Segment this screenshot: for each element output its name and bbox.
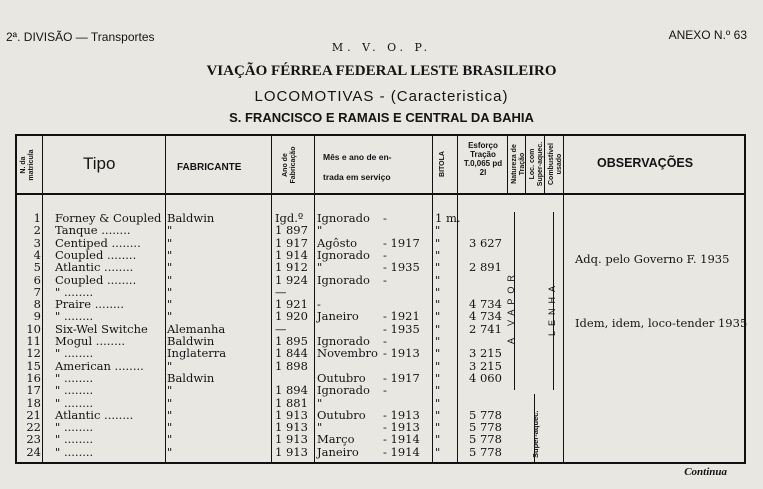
- table-row: [17, 224, 748, 236]
- cell-ano: 1 917: [275, 235, 308, 250]
- col-header-observacoes: OBSERVAÇÕES: [597, 156, 694, 170]
- col-header-natureza: Natureza de Tração: [511, 144, 526, 184]
- cell-yr: - 1917: [383, 235, 420, 250]
- cell-esf: 2 891: [469, 260, 502, 275]
- cell-fab: ": [167, 309, 173, 324]
- cell-n: 3: [33, 235, 41, 250]
- table-row: [17, 212, 748, 224]
- cell-bit: ": [435, 297, 441, 312]
- cell-n: 21: [26, 407, 41, 422]
- cell-n: 4: [33, 247, 41, 262]
- cell-yr: -: [383, 247, 387, 262]
- superaquec-label: Super-aquec.: [531, 410, 540, 458]
- cell-fab: ": [167, 284, 173, 299]
- cell-mes: Ignorado: [317, 247, 370, 262]
- cell-ano: 1 898: [275, 358, 308, 373]
- cell-n: 23: [26, 432, 41, 447]
- cell-ano: Igd.º: [275, 211, 304, 225]
- observation-row-5: Adq. pelo Governo F. 1935: [575, 252, 730, 266]
- cell-n: 18: [26, 395, 41, 410]
- cell-fab: ": [167, 407, 173, 422]
- continua-note: Continua: [684, 466, 727, 478]
- cell-fab: ": [167, 247, 173, 262]
- cell-yr: - 1921: [383, 309, 420, 324]
- cell-esf: 4 734: [469, 297, 502, 312]
- cell-fab: ": [167, 383, 173, 398]
- cell-tipo: Tanque ........: [55, 223, 131, 238]
- cell-fab: ": [167, 223, 173, 238]
- cell-n: 24: [26, 444, 41, 459]
- cell-n: 6: [33, 272, 41, 287]
- cell-n: 12: [26, 346, 41, 361]
- cell-mes: Novembro: [317, 346, 378, 361]
- cell-bit: ": [435, 321, 441, 336]
- cell-esf: 5 778: [469, 407, 502, 422]
- cell-esf: 5 778: [469, 420, 502, 435]
- cell-bit: ": [435, 284, 441, 299]
- cell-ano: 1 894: [275, 383, 308, 398]
- cell-n: 10: [26, 321, 41, 336]
- cell-ano: 1 912: [275, 260, 308, 275]
- cell-tipo: " ........: [55, 444, 94, 459]
- col-header-fabricante: FABRICANTE: [177, 162, 242, 173]
- cell-tipo: Coupled ........: [55, 247, 137, 262]
- cell-bit: ": [435, 334, 441, 348]
- cell-mes: ": [317, 420, 323, 435]
- cell-mes: Ignorado: [317, 211, 370, 225]
- cell-n: 15: [26, 358, 41, 373]
- cell-ano: —: [275, 321, 287, 336]
- table-row: [17, 335, 748, 347]
- page-subtitle: LOCOMOTIVAS - (Caracteristica): [254, 88, 509, 105]
- cell-ano: 1 921: [275, 297, 308, 312]
- cell-bit: 1 m.: [435, 211, 461, 225]
- cell-esf: 4 060: [469, 370, 502, 385]
- cell-ano: 1 913: [275, 420, 308, 435]
- table-row: [17, 286, 748, 298]
- cell-tipo: Forney & Coupled: [55, 211, 162, 225]
- col-header-esforco: Esforço Tração T.0,065 pd 2l: [463, 141, 503, 177]
- cell-bit: ": [435, 370, 441, 385]
- col-header-matricula: N. da matricula: [20, 149, 35, 181]
- header-rule: [17, 193, 744, 195]
- cell-mes: ": [317, 223, 323, 238]
- cell-tipo: Centiped ........: [55, 235, 141, 250]
- cell-n: 17: [26, 383, 41, 398]
- region-heading: S. FRANCISCO E RAMAIS E CENTRAL DA BAHIA: [229, 110, 534, 125]
- page-title: VIAÇÃO FÉRREA FEDERAL LESTE BRASILEIRO: [206, 63, 557, 79]
- locomotives-table: [15, 134, 746, 464]
- cell-mes: Ignorado: [317, 383, 370, 398]
- cell-mes: Janeiro: [317, 444, 359, 459]
- cell-tipo: " ........: [55, 346, 94, 361]
- col-header-loc-com: Loc. com Super-aquec.: [529, 141, 544, 187]
- cell-fab: Alemanha: [167, 321, 226, 336]
- cell-bit: ": [435, 272, 441, 287]
- cell-tipo: American ........: [55, 358, 144, 373]
- cell-bit: ": [435, 395, 441, 410]
- col-divider: [507, 136, 508, 193]
- table-row: [17, 446, 748, 458]
- cell-tipo: " ........: [55, 370, 94, 385]
- cell-bit: ": [435, 309, 441, 324]
- cell-tipo: " ........: [55, 309, 94, 324]
- table-row: [17, 298, 748, 310]
- cell-ano: —: [275, 284, 287, 299]
- cell-bit: ": [435, 247, 441, 262]
- cell-mes: ": [317, 395, 323, 410]
- cell-ano: 1 914: [275, 247, 308, 262]
- cell-bit: ": [435, 407, 441, 422]
- cell-bit: ": [435, 432, 441, 447]
- col-header-entrada-2: trada em serviço: [323, 172, 391, 182]
- cell-n: 2: [33, 223, 41, 238]
- table-row: [17, 384, 748, 396]
- cell-bit: ": [435, 383, 441, 398]
- cell-mes: Agôsto: [317, 235, 358, 250]
- cell-ano: 1 913: [275, 444, 308, 459]
- cell-mes: Ignorado: [317, 272, 370, 287]
- cell-esf: 2 741: [469, 321, 502, 336]
- cell-bit: ": [435, 235, 441, 250]
- cell-mes: ": [317, 260, 323, 275]
- cell-esf: 3 627: [469, 235, 502, 250]
- cell-mes: Janeiro: [317, 309, 359, 324]
- cell-fab: ": [167, 235, 173, 250]
- table-row: [17, 274, 748, 286]
- table-row: [17, 347, 748, 359]
- ministry-abbrev: M. V. O. P.: [331, 41, 432, 54]
- cell-fab: Inglaterra: [167, 346, 227, 361]
- cell-mes: Março: [317, 432, 355, 447]
- col-header-ano: Ano de Fabricação: [282, 146, 297, 184]
- cell-yr: - 1913: [383, 346, 420, 361]
- cell-yr: - 1917: [383, 370, 420, 385]
- cell-bit: ": [435, 420, 441, 435]
- cell-tipo: " ........: [55, 432, 94, 447]
- cell-bit: ": [435, 444, 441, 459]
- cell-esf: 5 778: [469, 432, 502, 447]
- division-label: 2ª. DIVISÃO — Transportes: [6, 30, 155, 44]
- col-header-combustivel: Combustível usado: [548, 143, 563, 186]
- cell-tipo: " ........: [55, 420, 94, 435]
- cell-bit: ": [435, 260, 441, 275]
- cell-esf: 3 215: [469, 358, 502, 373]
- cell-tipo: " ........: [55, 395, 94, 410]
- cell-ano: 1 920: [275, 309, 308, 324]
- cell-yr: - 1913: [383, 407, 420, 422]
- cell-esf: 4 734: [469, 309, 502, 324]
- cell-yr: - 1913: [383, 420, 420, 435]
- cell-ano: 1 844: [275, 346, 308, 361]
- cell-tipo: Mogul ........: [55, 334, 126, 348]
- cell-mes: Outubro: [317, 370, 366, 385]
- table-row: [17, 409, 748, 421]
- cell-fab: ": [167, 272, 173, 287]
- cell-mes: Outubro: [317, 407, 366, 422]
- cell-bit: ": [435, 358, 441, 373]
- cell-mes: Ignorado: [317, 334, 370, 348]
- cell-yr: -: [383, 383, 387, 398]
- cell-yr: -: [383, 272, 387, 287]
- table-row: [17, 372, 748, 384]
- cell-fab: ": [167, 420, 173, 435]
- table-row: [17, 397, 748, 409]
- cell-esf: 5 778: [469, 444, 502, 459]
- cell-ano: 1 913: [275, 407, 308, 422]
- cell-ano: 1 897: [275, 223, 308, 238]
- cell-ano: 1 913: [275, 432, 308, 447]
- cell-yr: - 1935: [383, 321, 420, 336]
- cell-tipo: Atlantic ........: [55, 260, 134, 275]
- table-row: [17, 360, 748, 372]
- cell-mes: -: [317, 297, 321, 312]
- col-header-entrada-1: Mês e ano de en-: [323, 152, 392, 162]
- cell-yr: - 1935: [383, 260, 420, 275]
- natureza-label: A VAPOR: [506, 270, 516, 344]
- cell-tipo: Coupled ........: [55, 272, 137, 287]
- cell-fab: ": [167, 358, 173, 373]
- cell-tipo: Praire ........: [55, 297, 124, 312]
- table-row: [17, 237, 748, 249]
- cell-n: 11: [26, 334, 41, 348]
- cell-n: 8: [33, 297, 41, 312]
- cell-yr: - 1914: [383, 444, 420, 459]
- cell-n: 9: [33, 309, 41, 324]
- cell-esf: 3 215: [469, 346, 502, 361]
- cell-bit: ": [435, 223, 441, 238]
- cell-tipo: " ........: [55, 284, 94, 299]
- observation-row-10: Idem, idem, loco-tender 1935: [575, 316, 748, 330]
- cell-yr: -: [383, 211, 387, 225]
- cell-n: 16: [26, 370, 41, 385]
- table-row: [17, 433, 748, 445]
- combustivel-label: LENHA: [547, 280, 557, 336]
- cell-n: 1: [33, 211, 41, 225]
- cell-fab: ": [167, 260, 173, 275]
- cell-n: 5: [33, 260, 41, 275]
- table-row: [17, 421, 748, 433]
- cell-ano: 1 881: [275, 395, 308, 410]
- cell-fab: Baldwin: [167, 370, 215, 385]
- cell-bit: ": [435, 346, 441, 361]
- col-header-tipo: Tipo: [83, 154, 116, 173]
- annex-number: ANEXO N.º 63: [668, 28, 747, 42]
- col-header-bitola: BITOLA: [439, 151, 446, 177]
- cell-ano: 1 924: [275, 272, 308, 287]
- cell-tipo: Atlantic ........: [55, 407, 134, 422]
- cell-fab: ": [167, 297, 173, 312]
- cell-fab: Baldwin: [167, 211, 215, 225]
- cell-fab: ": [167, 395, 173, 410]
- cell-tipo: " ........: [55, 383, 94, 398]
- cell-yr: - 1914: [383, 432, 420, 447]
- cell-ano: 1 895: [275, 334, 308, 348]
- cell-tipo: Six-Wel Switche: [55, 321, 148, 336]
- cell-n: 22: [26, 420, 41, 435]
- cell-fab: ": [167, 432, 173, 447]
- cell-fab: ": [167, 444, 173, 459]
- cell-fab: Baldwin: [167, 334, 215, 348]
- cell-n: 7: [33, 284, 41, 299]
- cell-yr: -: [383, 334, 387, 348]
